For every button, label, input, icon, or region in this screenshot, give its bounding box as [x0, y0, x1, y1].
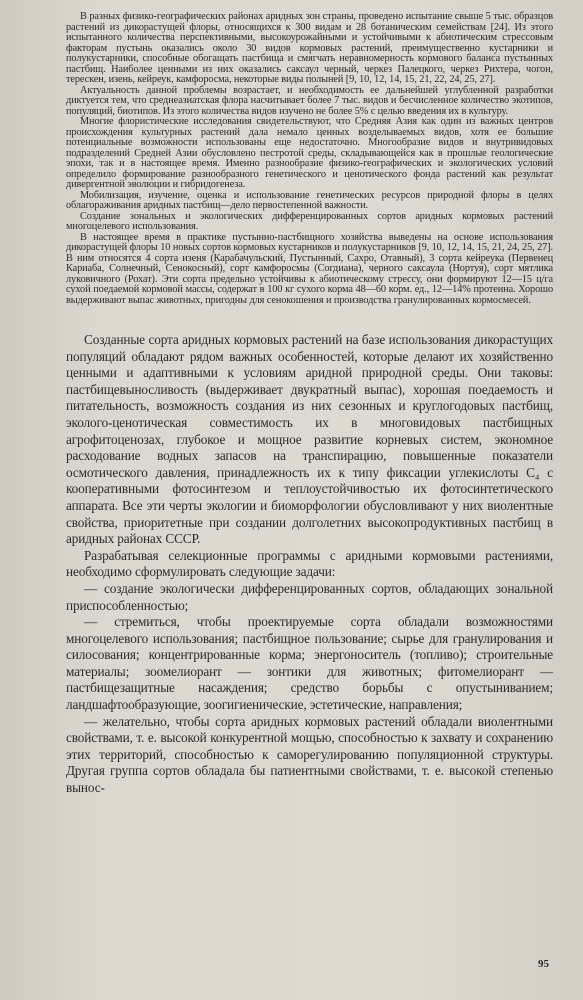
paragraph: — создание экологически дифференцированных сортов, обладающих зональной приспособленностью;: [66, 580, 553, 613]
paragraph: — желательно, чтобы сорта аридных кормовых растений обладали виолентными свойствами, т. е. высокой конкурентной мощью, способностью к захвату и сохранению этих территорий, способностью к саморегулированию популяционной структуры. Другая группа сортов обладала бы патиентными свойствами, т. е. высокой степенью вынос-: [66, 713, 553, 796]
paragraph: Актуальность данной проблемы возрастает, и необходимость ее дальнейшей углубленной разработки диктуется тем, что среднеазиатская флора насчитывает более 7 тыс. видов и бесчисленное количество экотипов, популяций, биотипов. Из этого количества видов изучено не более 5% с целью введения их в культуру.: [66, 84, 553, 117]
paragraph: В разных физико-географических районах аридных зон страны, проведено испытание свыше 5 тыс. образцов растений из дикорастущей флоры, относящихся к 300 видам и 28 ботаническим семействам [24]. Из этого испытанного количества перспективными, высокоурожайными и устойчивыми к абиотическим стрессовым факторам пустынь оказались около 30 видов кормовых растений, преимущественно кустарники и полукустарники, способные обогащать пастбища и смягчать неравномерность кормового баланса пустынных пастбищ. Наиболее ценными из них оказались саксаул черный, черкез Палецкого, черкез Рихтера, чогон, терескен, изень, кейреук, камфоросма, некоторые виды полыней [9, 10, 12, 14, 15, 21, 22, 24, 25, 27].: [66, 11, 553, 85]
paragraph: Мобилизация, изучение, оценка и использование генетических ресурсов природной флоры в целях облагораживания аридных пастбищ—дело первостепенной важности.: [66, 189, 553, 211]
small-print-section: [66, 12, 553, 306]
paragraph: Разрабатывая селекционные программы с аридными кормовыми растениями, необходимо сформулировать следующие задачи:: [66, 547, 553, 580]
paragraph: Многие флористические исследования свидетельствуют, что Средняя Азия как один из важных центров происхождения культурных растений дала немало ценных возделываемых видов, хотя ее большие потенциальные возможности использованы еще недостаточно. Многообразие видов и внутривидовых подразделений Средней Азии обусловлено пестротой среды, складывающейся как в прошлые геологические эпохи, так и в настоящее время. Именно разнообразие физико-географических и экологических условий определило формирование разнообразного генетического и ценотического фонда растений как результат дивергентной эволюции и гибридогенеза.: [66, 116, 553, 190]
main-text-section: [66, 332, 553, 797]
paragraph: Созданные сорта аридных кормовых растений на базе использования дикорастущих популяций обладают рядом важных особенностей, которые делают их хозяйственно ценными и адаптивными к условиям аридной природной среды. Они таковы: пастбищевыносливость (выдерживает двукратный выпас), хорошая поедаемость и питательность, возможность создания из них сезонных и круглогодовых пастбищ, эколого-ценотическая совместимость их в многовидовых пастбищных агрофитоценозах, глубокое и мощное развитие корневых систем, экономное расходование водных запасов на транспирацию, повышенные показатели осмотического давления, принадлежность их к типу фиксации углекислоты C₄ с кооперативными фотосинтезом и теплоустойчивостью их фотосинтетического аппарата. Все эти черты экологии и биоморфологии обусловливают у них виолентные свойства, приоритетные при создании долголетних высокопродуктивных пастбищ в аридных районах СССР.: [66, 332, 553, 547]
paragraph: В настоящее время в практике пустынно-пастбищного хозяйства выведены на основе использования дикорастущей флоры 10 новых сортов кормовых кустарников и полукустарников [9, 10, 12, 14, 15, 21, 24, 25, 27]. В ним относятся 4 сорта изеня (Карабачульский, Пустынный, Сахро, Отавный), 3 сорта кейреука (Первенец Кариаба, Солнечный, Сенокосный), сорт камфоросмы (Согдиана), черного саксаула (Нортуя), сорт мятлика луковичного (Рохат). Эти сорта предельно устойчивы к абиотическому стрессу, они формируют 12—15 ц/га сухой поедаемой кормовой массы, содержат в 100 кг сухого корма 48—60 корм. ед., 12—14% протеина. Хорошо выдерживают выпас животных, пригодны для сенокошения и производства гранулированных кормосмесей.: [66, 231, 553, 306]
page-number: 95: [538, 958, 549, 970]
paragraph: Создание зональных и экологических дифференцированных сортов аридных кормовых растений многоцелевого использования.: [66, 210, 553, 232]
paragraph: — стремиться, чтобы проектируемые сорта обладали возможностями многоцелевого использования; пастбищное пользование; сырье для гранулирования и силосования; концентрированные корма; энергоноситель (топливо); строительные материалы; зоомелиорант — зонтики для животных; фитомелиорант — пастбищезащитные насаждения; средство борьбы с опустыниванием; ландшафтообразующие, зоогигиенические, эстетические, направления;: [66, 614, 553, 713]
